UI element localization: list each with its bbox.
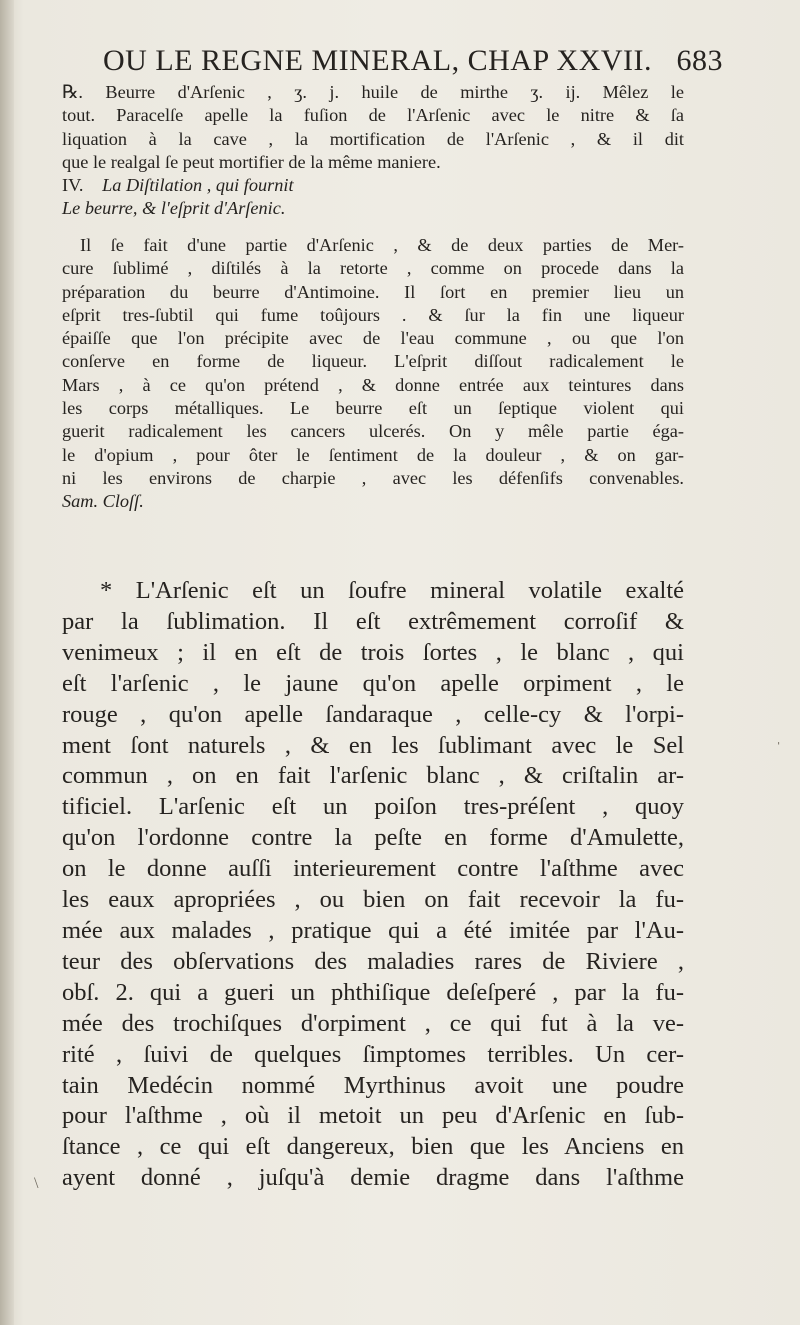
recipe-paragraph <box>62 81 684 174</box>
distillation-line: Mars , à ce qu'on prétend , & donne entrée aux teintures dans <box>62 374 684 395</box>
section-heading-continued <box>62 197 285 220</box>
note-line: rouge , qu'on apelle ſandaraque , celle-cy & l'orpi- <box>62 700 684 728</box>
note-line: venimeux ; il en eſt de trois ſortes , le blanc , qui <box>62 638 684 666</box>
section-title-line-2: Le beurre, & l'eſprit d'Arſenic. <box>62 198 286 218</box>
distillation-line: préparation du beurre d'Antimoine. Il ſort en premier lieu un <box>62 281 684 302</box>
note-line: eſt l'arſenic , le jaune qu'on apelle orpiment , le <box>62 669 684 697</box>
note-line: les eaux apropriées , ou bien on fait recevoir la fu- <box>62 886 684 914</box>
section-title-line-1: La Diſtilation , qui fournit <box>102 175 294 195</box>
section-heading <box>62 174 294 197</box>
distillation-line: eſprit tres-ſubtil qui fume toûjours . & ſur la fin une liqueur <box>62 304 684 325</box>
distillation-line: ni les environs de charpie , avec les défenſifs convenables. <box>62 467 684 488</box>
note-line: obſ. 2. qui a gueri un phthiſique deſeſperé , par la fu- <box>62 978 684 1006</box>
distillation-line: conſerve en forme de liqueur. L'eſprit diſſout radicalement le <box>62 351 684 372</box>
distillation-line: cure ſublimé , diſtilés à la retorte , comme on procede dans la <box>62 258 684 279</box>
section-numeral: IV. <box>62 175 84 195</box>
recipe-line: que le realgal ſe peut mortifier de la même maniere. <box>62 151 441 172</box>
recipe-line: liquation à la cave , la mortification de l'Arſenic , & il dit <box>62 128 684 149</box>
distillation-line: le d'opium , pour ôter le ſentiment de la douleur , & on gar- <box>62 444 684 465</box>
note-line: ment ſont naturels , & en les ſublimant avec le Sel <box>62 731 684 759</box>
distillation-line: Il ſe fait d'une partie d'Arſenic , & de deux parties de Mer- <box>80 235 684 255</box>
note-line: mée aux malades , pratique qui a été imitée par l'Au- <box>62 916 684 944</box>
distillation-paragraph <box>62 234 684 514</box>
note-line: pour l'aſthme , où il metoit un peu d'Arſenic en ſub- <box>62 1102 684 1130</box>
note-line: mée des trochiſques d'orpiment , ce qui fut à la ve- <box>62 1009 684 1037</box>
page-gutter-shadow <box>0 0 14 1325</box>
note-line: par la ſublimation. Il eſt extrêmement corroſif & <box>62 607 684 635</box>
note-line: * L'Arſenic eſt un ſoufre mineral volatile exalté <box>100 577 684 604</box>
page-number: 683 <box>676 44 723 77</box>
distillation-line: guerit radicalement les cancers ulcerés. On y mêle partie éga- <box>62 421 684 442</box>
note-line: ſtance , ce qui eſt dangereux, bien que les Anciens en <box>62 1133 684 1161</box>
distillation-signature: Sam. Cloſſ. <box>62 491 144 512</box>
margin-tick-mark: \ <box>34 1175 39 1192</box>
note-line: on le donne auſſi interieurement contre l'aſthme avec <box>62 855 684 883</box>
note-line: tificiel. L'arſenic eſt un poiſon tres-préſent , quoy <box>62 793 684 821</box>
distillation-line: épaiſſe que l'on précipite avec de l'eau commune , ou que l'on <box>62 328 684 349</box>
note-line: teur des obſervations des maladies rares de Riviere , <box>62 947 684 975</box>
arsenic-note <box>62 576 684 1194</box>
recipe-line: tout. Paracelſe apelle la fuſion de l'Arſenic avec le nitre & ſa <box>62 105 684 126</box>
margin-tick-mark: ˈ <box>776 740 782 757</box>
note-line: ayent donné , juſqu'à demie dragme dans l'aſthme <box>62 1164 684 1192</box>
note-line: commun , on en fait l'arſenic blanc , & criſtalin ar- <box>62 762 684 790</box>
note-line: rité , ſuivi de quelques ſimptomes terribles. Un cer- <box>62 1040 684 1068</box>
distillation-line: les corps métalliques. Le beurre eſt un ſeptique violent qui <box>62 398 684 419</box>
note-line: tain Medécin nommé Myrthinus avoit une poudre <box>62 1071 684 1099</box>
running-title: OU LE REGNE MINERAL, CHAP XXVII. <box>103 44 653 77</box>
recipe-line: ℞. Beurre d'Arſenic , ʒ. j. huile de mirthe ʒ. ij. Mêlez le <box>62 82 684 102</box>
note-line: qu'on l'ordonne contre la peſte en forme d'Amulette, <box>62 824 684 852</box>
